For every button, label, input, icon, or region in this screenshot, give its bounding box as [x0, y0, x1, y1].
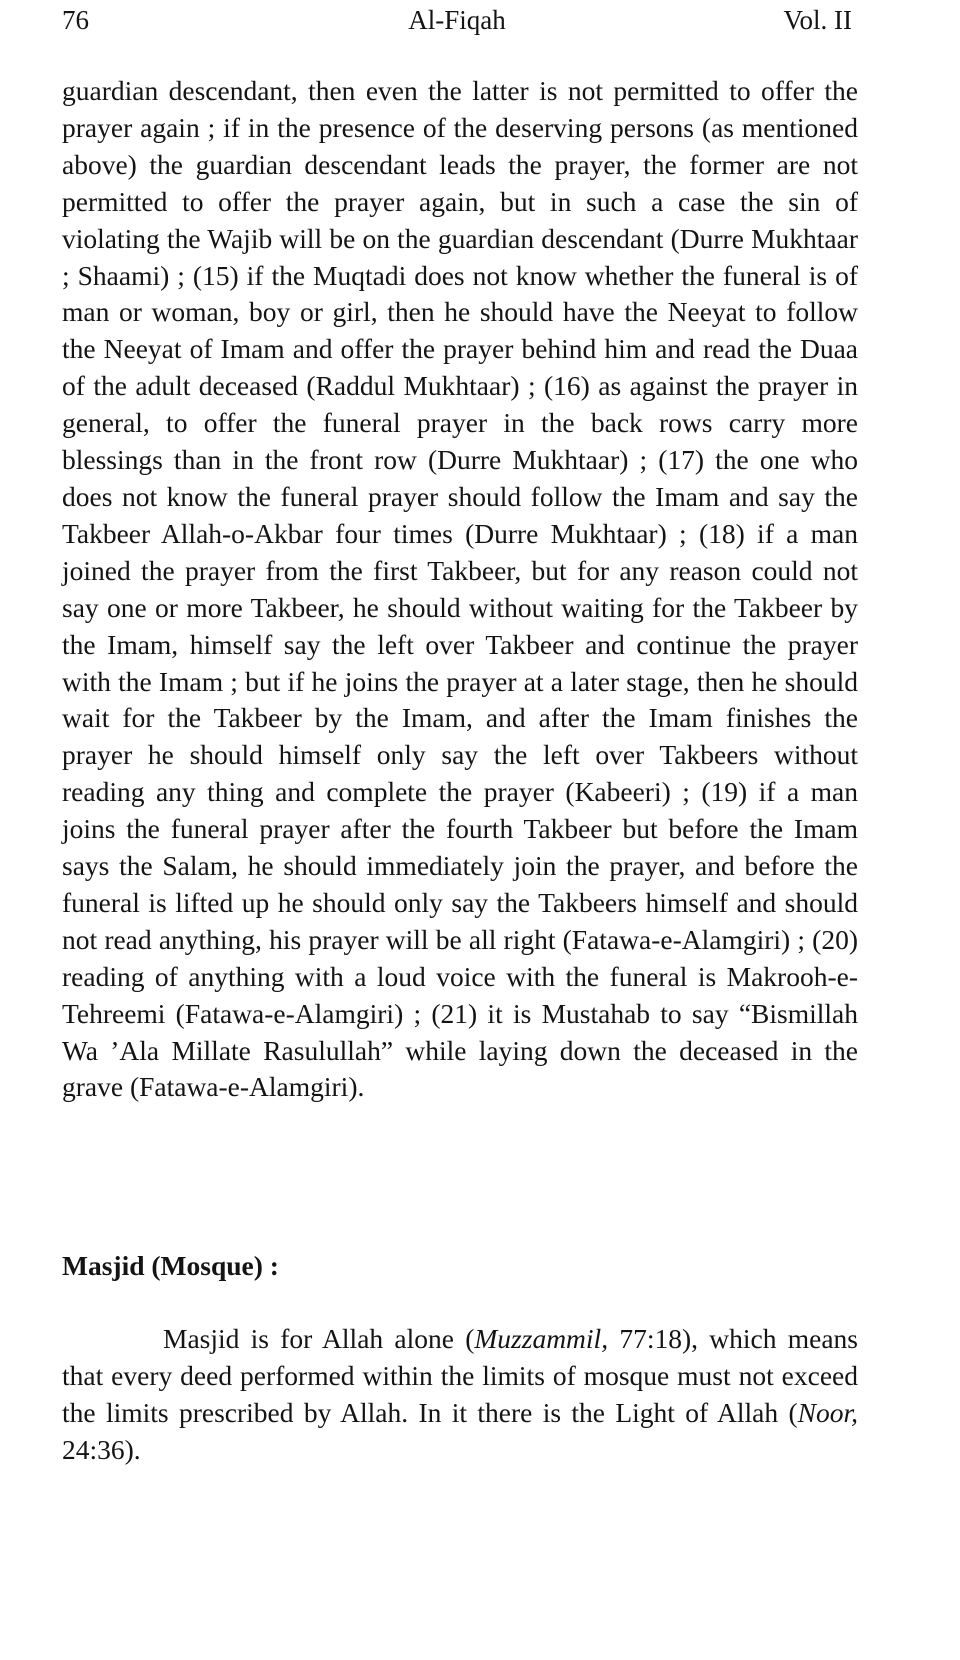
volume-label: Vol. II [783, 5, 852, 35]
citation-source-muzzammil: Muzzammil, [474, 1323, 609, 1354]
section-paragraph [62, 1321, 858, 1469]
body-paragraph: guardian descendant, then even the latter is not permitted to offer the prayer again ; if in the presence of the deserving persons (as mentioned above) the guardian descendant leads the prayer, the former are not permitted to offer the prayer again, but in such a case the sin of violating the Wajib will be on the guardian descendant (Durre Mukhtaar ; Shaami) ; (15) if the Muqtadi does not know whether the funeral is of man or woman, boy or girl, then he should have the Neeyat to follow the Neeyat of Imam and offer the prayer behind him and read the Duaa of the adult deceased (Raddul Mukhtaar) ; (16) as against the prayer in general, to offer the funeral prayer in the back rows carry more blessings than in the front row (Durre Mukhtaar) ; (17) the one who does not know the funeral prayer should follow the Imam and say the Takbeer Allah-o-Akbar four times (Durre Mukhtaar) ; (18) if a man joined the prayer from the first Takbeer, but for any reason could not say one or more Takbeer, he should without waiting for the Takbeer by the Imam, himself say the left over Takbeer and continue the prayer with the Imam ; but if he joins the prayer at a later stage, then he should wait for the Takbeer by the Imam, and after the Imam finishes the prayer he should himself only say the left over Takbeers without reading any thing and complete the prayer (Kabeeri) ; (19) if a man joins the funeral prayer after the fourth Takbeer but before the Imam says the Salam, he should immediately join the prayer, and before the funeral is lifted up he should only say the Takbeers himself and should not read anything, his prayer will be all right (Fatawa-e-Alamgiri) ; (20) reading of anything with a loud voice with the funeral is Makrooh-e-Tehreemi (Fatawa-e-Alamgiri) ; (21) it is Mustahab to say “Bismillah Wa ’Ala Millate Rasulullah” while laying down the deceased in the grave (Fatawa-e-Alamgiri). [62, 75, 858, 1103]
page-number: 76 [62, 5, 89, 35]
citation-source-noor: Noor, [797, 1396, 858, 1428]
running-head [62, 2, 852, 38]
book-title: Al-Fiqah [408, 5, 506, 35]
section-text-part1: Masjid is for Allah alone ( [163, 1323, 475, 1354]
citation-ref-muzzammil: 77:18), which means that every deed performed within the limits of mosque must not exceed the limits prescribed by Allah. In it there is the Light of Allah ( [62, 1323, 858, 1428]
section-heading: Masjid (Mosque) : [62, 1250, 279, 1281]
citation-ref-noor: 24:36). [62, 1433, 141, 1465]
